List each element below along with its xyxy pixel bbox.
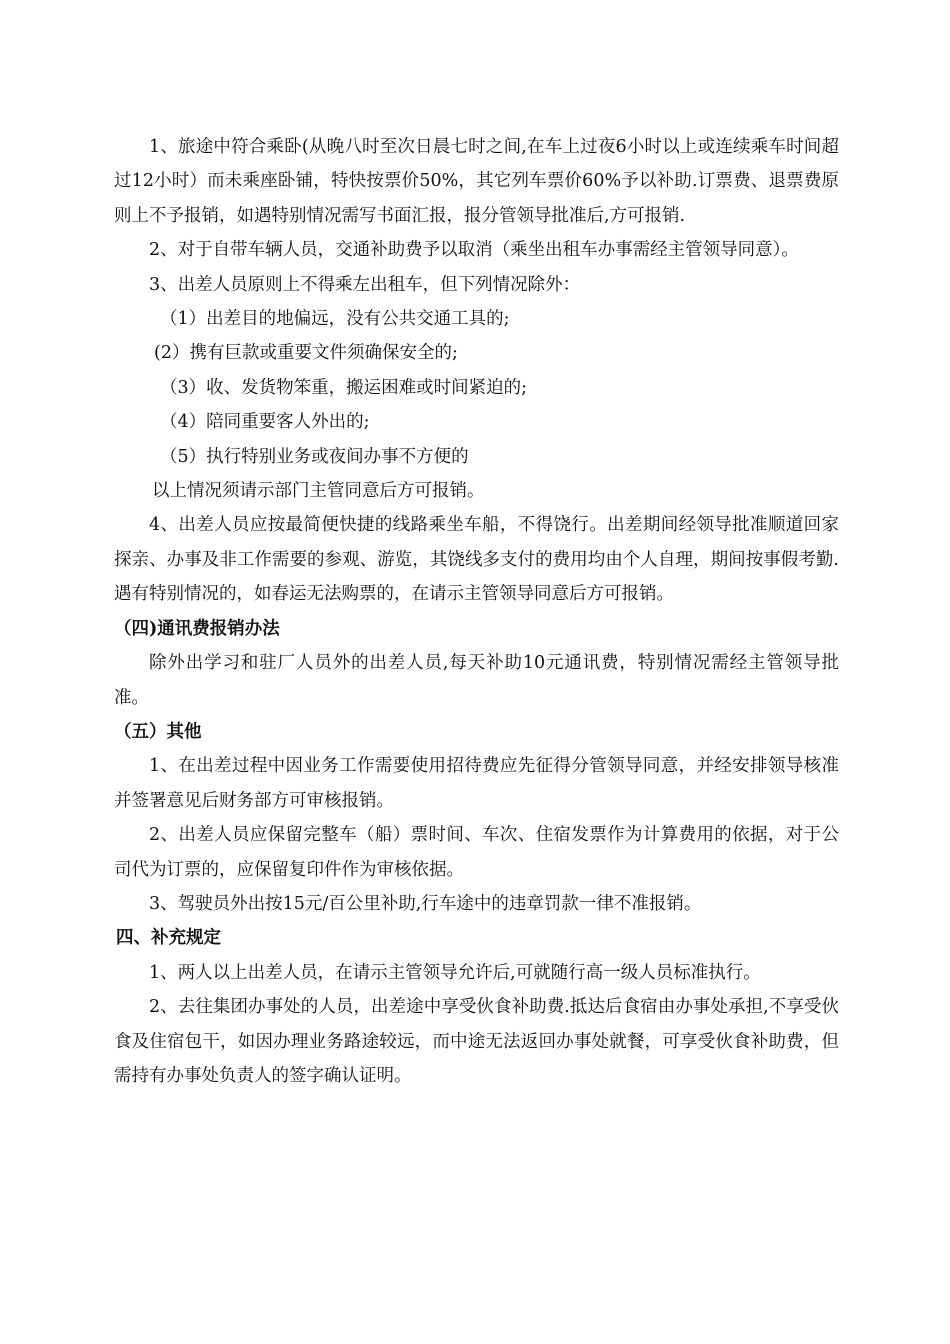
- supplement-item-1: 1、两人以上出差人员，在请示主管领导允许后,可就随行高一级人员标准执行。: [149, 962, 761, 983]
- transport-item-2: 2、对于自带车辆人员，交通补助费予以取消（乘坐出租车办事需经主管领导同意）。: [149, 240, 799, 261]
- transport-item-4: 4、出差人员应按最简便快捷的线路乘坐车船，不得饶行。出差期间经领导批准顺道回家探亲、办事及非工作需要的参观、游览，其饶线多支付的费用均由个人自理，期间按事假考勤.遇有特别情况的，如春运无法购票的，在请示主管领导同意后方可报销。: [114, 515, 839, 605]
- telecom-text: 除外出学习和驻厂人员外的出差人员,每天补助10元通讯费，特别情况需经主管领导批准。: [114, 653, 839, 708]
- supplement-item-2: 2、去往集团办事处的人员，出差途中享受伙食补助费.抵达后食宿由办事处承担,不享受伙食及住宿包干，如因办理业务路途较远，而中途无法返回办事处就餐，可享受伙食补助费，但需持有办事处负责人的签字确认证明。: [114, 997, 839, 1086]
- other-item-1: 1、在出差过程中因业务工作需要使用招待费应先征得分管领导同意，并经安排领导核准并签署意见后财务部方可审核报销。: [114, 756, 839, 811]
- exception-item-2: (2）携有巨款或重要文件须确保安全的;: [154, 343, 458, 364]
- document-page: [114, 130, 839, 1093]
- exception-note: 以上情况须请示部门主管同意后方可报销。: [152, 481, 485, 502]
- other-item-2: 2、出差人员应保留完整车（船）票时间、车次、住宿发票作为计算费用的依据，对于公司代为订票的，应保留复印件作为审核依据。: [114, 825, 839, 880]
- other-item-3: 3、驾驶员外出按15元/百公里补助,行车途中的违章罚款一律不准报销。: [149, 893, 702, 914]
- exception-item-3: （3）收、发货物笨重，搬运困难或时间紧迫的;: [160, 377, 528, 398]
- transport-item-3: 3、出差人员原则上不得乘左出租车，但下列情况除外：: [149, 274, 581, 295]
- telecom-heading: （四)通讯费报销办法: [114, 618, 280, 639]
- exception-item-5: （5）执行特别业务或夜间办事不方便的: [160, 446, 469, 467]
- transport-item-1: 1、旅途中符合乘卧(从晚八时至次日晨七时之间,在车上过夜6小时以上或连续乘车时间超过12小时）而未乘座卧铺，特快按票价50%，其它列车票价60%予以补助.订票费、退票费原则上不予报销，如遇特别情况需写书面汇报，报分管领导批准后,方可报销.: [114, 137, 839, 226]
- exception-item-1: （1）出差目的地偏远，没有公共交通工具的;: [160, 309, 510, 330]
- other-heading: （五）其他: [114, 721, 202, 742]
- supplement-heading: 四、补充规定: [116, 928, 221, 949]
- exception-item-4: （4）陪同重要客人外出的;: [160, 412, 370, 433]
